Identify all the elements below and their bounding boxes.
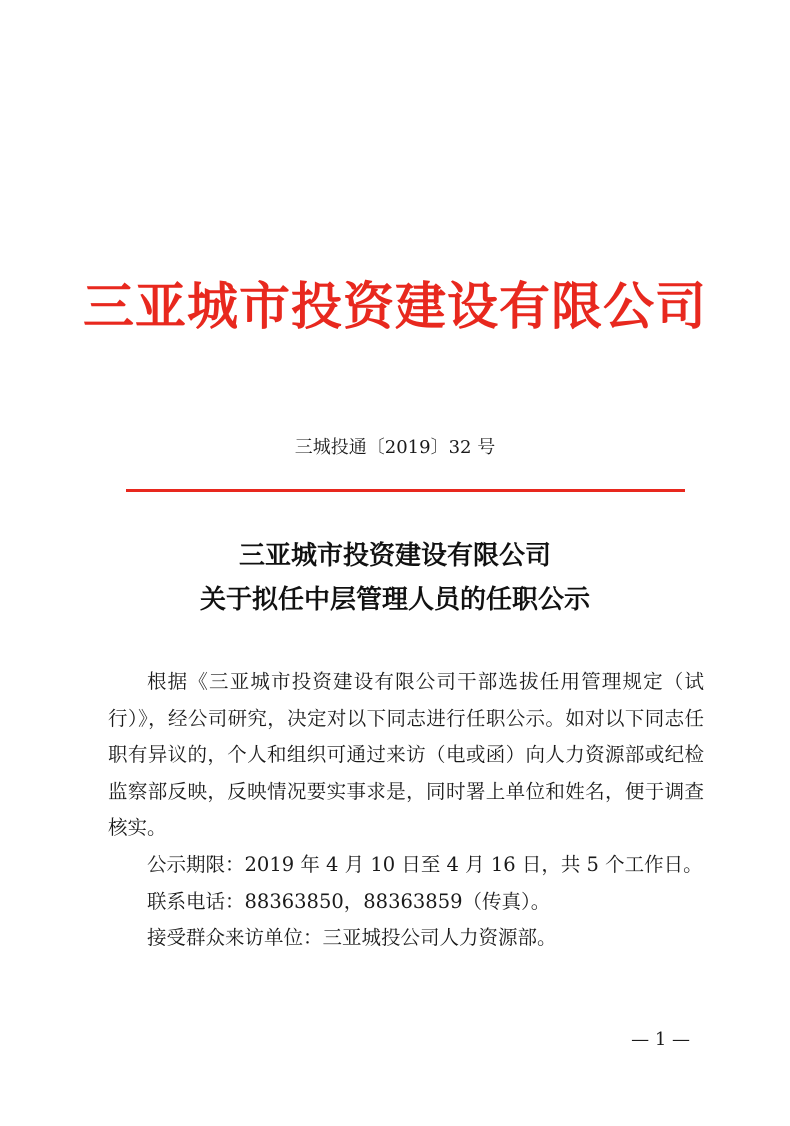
notice-title	[0, 534, 790, 622]
document-number: 三城投通〔2019〕32 号	[294, 437, 496, 458]
red-divider-line	[126, 489, 685, 492]
body-period: 公示期限：2019 年 4 月 10 日至 4 月 16 日，共 5 个工作日。	[147, 852, 703, 876]
title-line-2: 关于拟任中层管理人员的任职公示	[199, 585, 590, 615]
body-contact-unit: 接受群众来访单位：三亚城投公司人力资源部。	[147, 926, 557, 950]
notice-body	[108, 664, 704, 957]
body-paragraph-main: 根据《三亚城市投资建设有限公司干部选拔任用管理规定（试行）》，经公司研究，决定对以下同志进行任职公示。如对以下同志任职有异议的，个人和组织可通过来访（电或函）向人力资源部或纪检监察部反映，反映情况要实事求是，同时署上单位和姓名，便于调查核实。	[108, 670, 704, 840]
body-phone: 联系电话：88363850，88363859（传真）。	[147, 889, 551, 913]
organization-header: 三亚城市投资建设有限公司	[82, 278, 707, 337]
page-number: — 1 —	[631, 1029, 690, 1050]
title-line-1: 三亚城市投资建设有限公司	[238, 541, 551, 571]
